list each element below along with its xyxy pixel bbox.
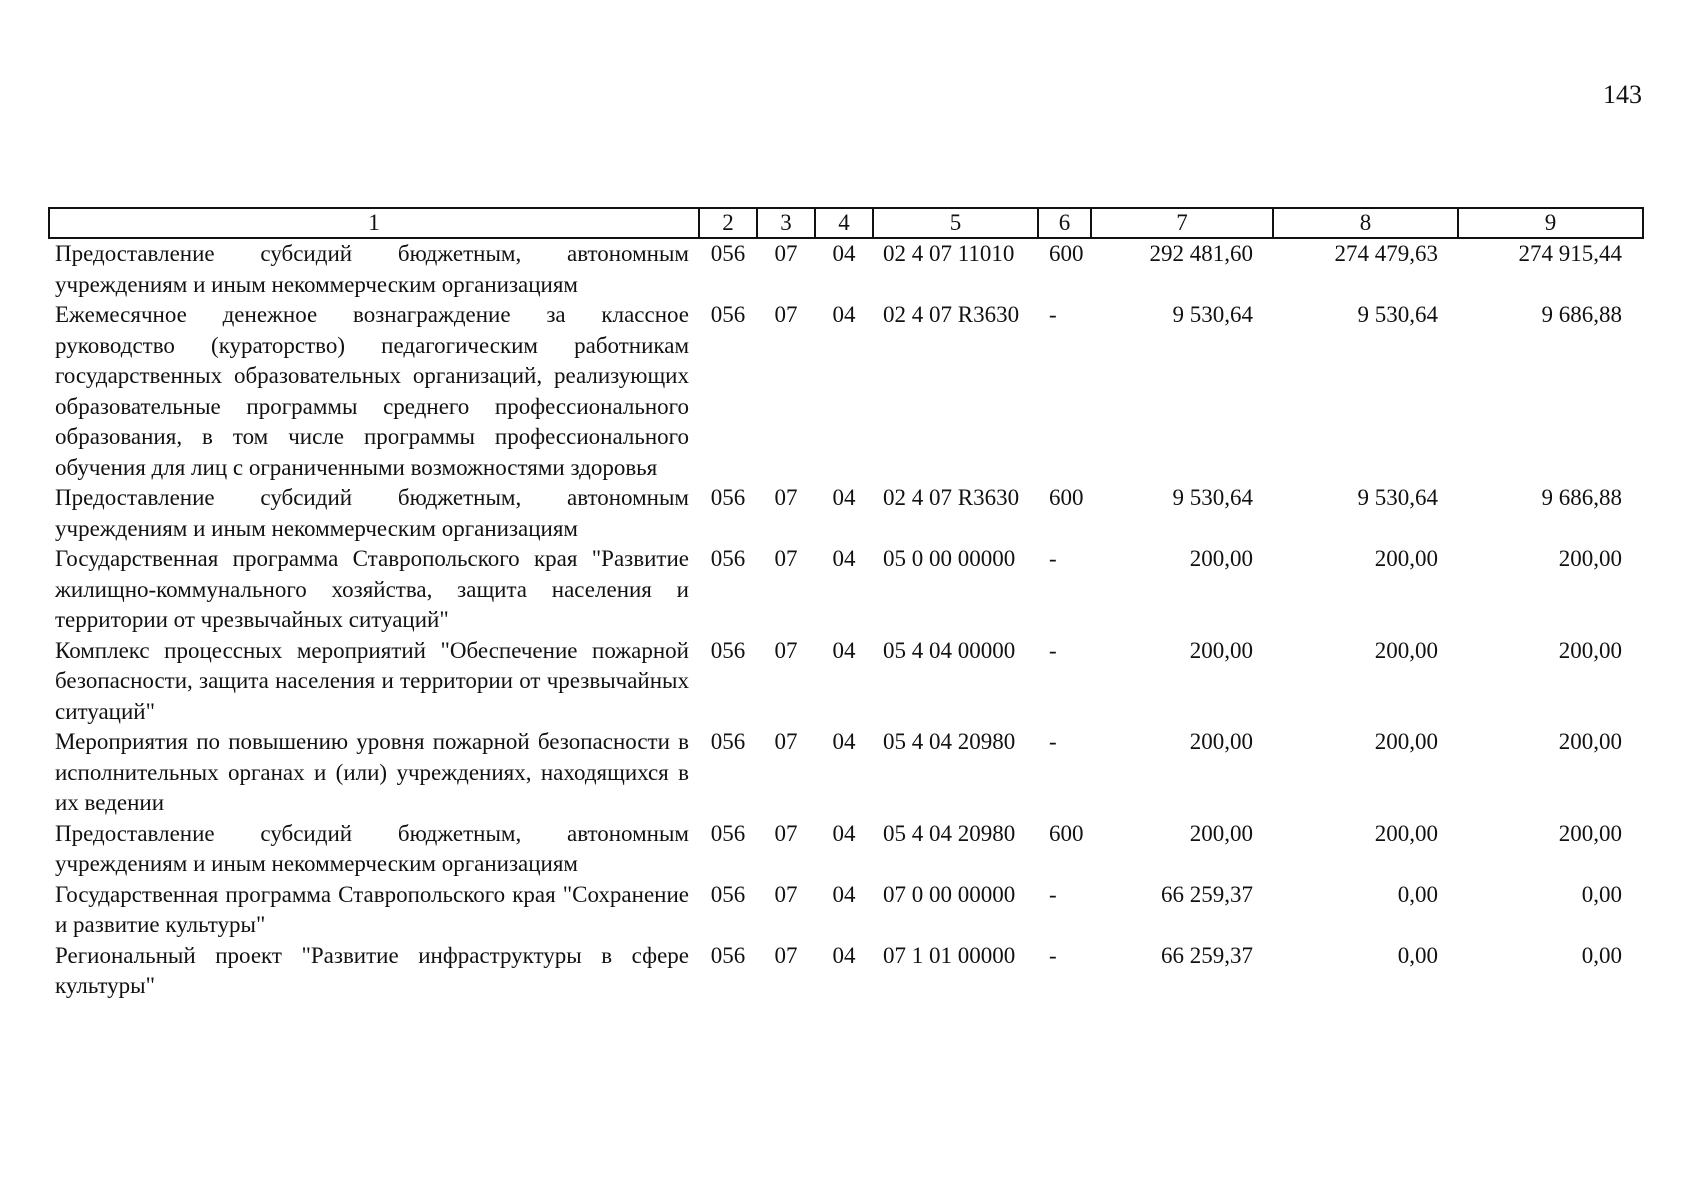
row-amount-2: 0,00 [1397,881,1438,907]
row-subsection: 04 [832,302,856,327]
row-section: 07 [774,302,798,327]
row-subsection: 04 [832,820,856,846]
row-expense-type: - [1049,302,1057,327]
row-target-article: 02 4 07 R3630 [883,485,1020,510]
table-row [49,544,1643,636]
row-ministry: 056 [710,729,746,754]
row-subsection: 04 [832,485,856,510]
row-amount-1: 292 481,60 [1149,241,1253,266]
row-amount-1: 200,00 [1189,637,1253,663]
row-expense-type: 600 [1049,485,1084,510]
row-section: 07 [774,485,798,510]
table-row [49,300,1643,483]
row-amount-3: 200,00 [1558,729,1622,754]
row-amount-1: 200,00 [1189,546,1253,571]
row-name: Государственная программа Ставропольского края "Развитие жилищно-коммунального хозяйства, защита населения и территории от чрезвычайных ситуаций" [55,546,689,632]
column-header-expense-type: 6 [1038,208,1091,238]
row-section: 07 [774,942,798,968]
row-expense-type: - [1049,729,1057,754]
row-name: Государственная программа Ставропольского края "Сохранение и развитие культуры" [55,881,689,937]
row-amount-3: 200,00 [1558,820,1622,846]
row-subsection: 04 [832,637,856,663]
row-amount-2: 274 479,63 [1334,241,1438,266]
row-amount-2: 9 530,64 [1357,302,1438,327]
column-header-ministry: 2 [699,208,757,238]
row-expense-type: - [1049,637,1057,663]
row-amount-2: 200,00 [1374,546,1438,571]
column-header-subsection: 4 [815,208,873,238]
row-amount-2: 200,00 [1374,637,1438,663]
row-amount-3: 274 915,44 [1518,241,1622,266]
row-name: Мероприятия по повышению уровня пожарной безопасности в исполнительных органах и (или) учреждениях, находящихся в их ведении [55,729,689,815]
row-target-article: 07 0 00 00000 [883,881,1016,907]
row-amount-1: 9 530,64 [1172,485,1253,510]
row-target-article: 05 4 04 00000 [883,637,1016,663]
column-header-amount-3: 9 [1458,208,1643,238]
row-target-article: 02 4 07 R3630 [883,302,1020,327]
row-amount-3: 200,00 [1558,637,1622,663]
table-row [49,880,1643,941]
row-expense-type: 600 [1049,241,1084,266]
row-ministry: 056 [710,942,746,968]
row-target-article: 05 0 00 00000 [883,546,1016,571]
table-row [49,238,1643,300]
row-amount-3: 9 686,88 [1541,485,1622,510]
row-ministry: 056 [710,820,746,846]
row-ministry: 056 [710,637,746,663]
column-header-name: 1 [49,208,699,238]
row-section: 07 [774,637,798,663]
row-ministry: 056 [710,546,746,571]
row-amount-1: 200,00 [1189,729,1253,754]
row-subsection: 04 [832,942,856,968]
row-amount-2: 200,00 [1374,729,1438,754]
row-amount-2: 200,00 [1374,820,1438,846]
row-target-article: 02 4 07 11010 [883,241,1015,266]
row-name: Предоставление субсидий бюджетным, автономным учреждениям и иным некоммерческим организациям [55,820,689,876]
column-header-target-article: 5 [873,208,1038,238]
budget-table [48,207,1644,1002]
table-row [49,483,1643,544]
table-row [49,636,1643,728]
row-amount-1: 9 530,64 [1172,302,1253,327]
row-expense-type: - [1049,881,1057,907]
row-section: 07 [774,241,798,266]
row-amount-3: 200,00 [1558,546,1622,571]
column-header-amount-2: 8 [1273,208,1458,238]
row-subsection: 04 [832,241,856,266]
row-amount-3: 0,00 [1581,942,1622,968]
row-name: Предоставление субсидий бюджетным, автономным учреждениям и иным некоммерческим организациям [55,485,689,541]
row-ministry: 056 [710,881,746,907]
row-target-article: 07 1 01 00000 [883,942,1016,968]
row-section: 07 [774,820,798,846]
row-name: Региональный проект "Развитие инфраструктуры в сфере культуры" [55,942,689,998]
table-row [49,941,1643,1002]
row-amount-2: 9 530,64 [1357,485,1438,510]
table-row [49,727,1643,819]
row-ministry: 056 [710,241,746,266]
row-subsection: 04 [832,729,856,754]
row-ministry: 056 [710,485,746,510]
row-section: 07 [774,729,798,754]
row-section: 07 [774,546,798,571]
row-amount-1: 66 259,37 [1161,942,1253,968]
row-expense-type: - [1049,942,1057,968]
row-subsection: 04 [832,881,856,907]
row-expense-type: 600 [1049,820,1084,846]
row-target-article: 05 4 04 20980 [883,820,1016,846]
row-expense-type: - [1049,546,1057,571]
row-target-article: 05 4 04 20980 [883,729,1016,754]
row-subsection: 04 [832,546,856,571]
page-number: 143 [1603,80,1642,109]
row-amount-1: 66 259,37 [1161,881,1253,907]
row-section: 07 [774,881,798,907]
row-ministry: 056 [710,302,746,327]
header-row [49,208,1643,238]
row-amount-3: 0,00 [1581,881,1622,907]
column-header-amount-1: 7 [1091,208,1273,238]
table-row [49,819,1643,880]
row-amount-1: 200,00 [1189,820,1253,846]
row-name: Предоставление субсидий бюджетным, автономным учреждениям и иным некоммерческим организациям [55,241,689,297]
column-header-section: 3 [757,208,815,238]
row-amount-3: 9 686,88 [1541,302,1622,327]
row-name: Ежемесячное денежное вознаграждение за классное руководство (кураторство) педагогическим работникам государственных образовательных организаций, реализующих образовательные программы среднего профессионального образования, в том числе программы профессионального обучения для лиц с ограниченными возможностями здоровья [55,302,689,480]
row-name: Комплекс процессных мероприятий "Обеспечение пожарной безопасности, защита населения и территории от чрезвычайных ситуаций" [55,637,689,724]
row-amount-2: 0,00 [1397,942,1438,968]
